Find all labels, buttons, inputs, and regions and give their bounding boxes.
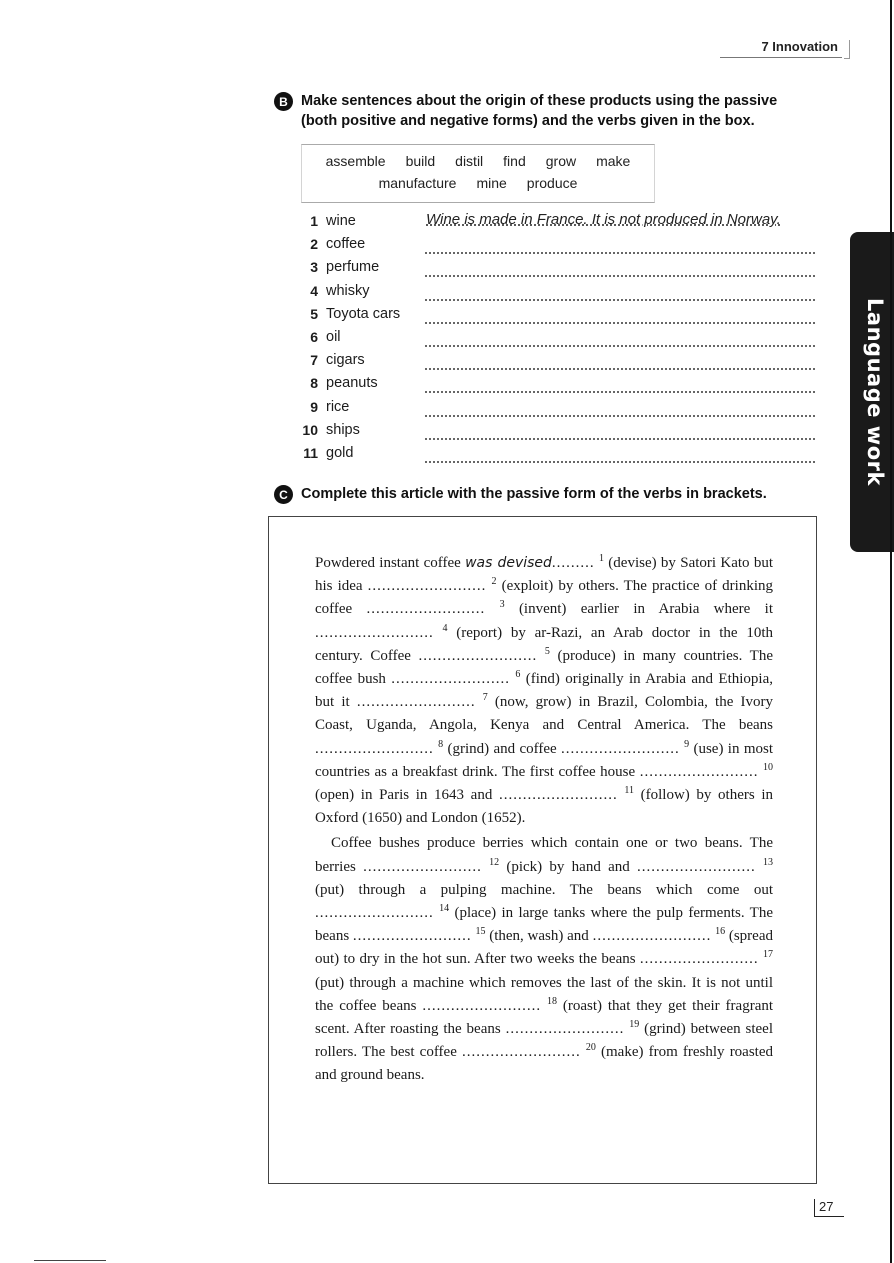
answer-line — [425, 252, 815, 254]
article-text: (then, wash) and — [485, 928, 593, 945]
article-text: (roast) that they get their fragrant scent. After roasting the beans — [315, 997, 774, 1038]
gap-number: 11 — [624, 785, 634, 797]
gap-number: 17 — [763, 949, 774, 961]
page-spine-edge — [890, 0, 892, 1263]
product-name: wine — [326, 213, 356, 229]
header-rule — [720, 57, 842, 58]
product-name: whisky — [326, 282, 370, 299]
section-side-tab — [850, 232, 894, 552]
word-box-row-2 — [302, 175, 654, 191]
exercise-b-badge: B — [274, 92, 293, 111]
answer-line — [425, 415, 815, 417]
blank-gap: ......................... — [498, 787, 618, 804]
blank-gap: ......................... — [592, 928, 712, 945]
blank-gap: ......................... — [391, 671, 511, 688]
article-text: (pick) by hand and — [499, 858, 638, 875]
item-number: 3 — [310, 259, 318, 276]
blank-gap: ......................... — [561, 740, 680, 757]
answer-line — [425, 299, 815, 301]
blank-gap: ......................... — [418, 647, 538, 664]
verb-option: find — [503, 153, 526, 169]
article-text: (grind) and coffee — [443, 740, 562, 757]
item-number: 5 — [310, 305, 318, 322]
item-number: 7 — [310, 352, 318, 369]
article-paragraph — [315, 832, 773, 1087]
gap-number: 4 — [442, 622, 448, 634]
item-number: 2 — [310, 236, 318, 253]
article-text: (report) by ar-Razi, an Arab doctor in the 10th century. Coffee — [315, 624, 774, 664]
article-text: Coffee bushes produce berries which contain one or two beans. The berries — [315, 835, 773, 875]
coffee-article — [315, 552, 773, 1088]
exercise-b-instruction: Make sentences about the origin of these products using the passive (both positive and negative forms) and the verbs given in the box. — [301, 93, 778, 129]
blank-gap: ......................... — [356, 694, 476, 711]
gap-number: 6 — [515, 669, 521, 681]
gap-dots: ......... — [551, 555, 595, 571]
answer-line — [425, 391, 815, 393]
word-box-row-1 — [302, 153, 654, 169]
gap-number: 19 — [629, 1019, 640, 1031]
article-text: (devise) by Satori Kato but his idea — [315, 555, 773, 595]
blank-gap: ......................... — [366, 601, 486, 618]
product-name: ships — [326, 421, 360, 438]
item-number: 10 — [302, 421, 318, 438]
gap-number: 10 — [763, 761, 774, 773]
gap-number: 3 — [499, 599, 505, 611]
article-text: (put) through a machine which removes the last of the skin. It is not until the coffee beans — [315, 974, 773, 1014]
list-item — [300, 445, 820, 468]
answer-line — [425, 461, 815, 463]
product-name: peanuts — [326, 375, 378, 392]
footer-rule — [34, 1260, 106, 1261]
blank-gap: ......................... — [505, 1021, 625, 1038]
gap-number: 18 — [546, 995, 557, 1007]
article-text: (find) originally in Arabia and Ethiopia, but it — [315, 671, 774, 711]
blank-gap: ......................... — [315, 740, 434, 757]
handwritten-answer: Wine is made in France. It is not produced in Norway. — [426, 211, 781, 228]
gap-number: 20 — [585, 1042, 596, 1054]
running-header — [720, 36, 850, 60]
blank-gap: ......................... — [363, 858, 482, 875]
list-item — [300, 352, 820, 375]
gap-number: 14 — [439, 903, 450, 915]
item-number: 4 — [310, 282, 318, 299]
product-name: coffee — [326, 236, 366, 253]
blank-gap: ......................... — [367, 578, 487, 595]
list-item — [300, 259, 820, 282]
list-item — [300, 283, 820, 306]
gap-number: 2 — [491, 576, 497, 588]
article-text: (now, grow) in Brazil, Colombia, the Ivory Coast, Uganda, Angola, Kenya and Central America. The beans — [315, 694, 773, 734]
item-number: 11 — [303, 445, 318, 461]
header-bracket — [844, 40, 850, 59]
article-text: (invent) earlier in Arabia where it — [504, 601, 773, 618]
verb-option: grow — [545, 153, 577, 169]
item-number: 1 — [310, 213, 318, 229]
answer-line — [425, 275, 815, 277]
product-name: cigars — [326, 352, 365, 369]
gap-number: 12 — [489, 856, 500, 868]
gap-number: 16 — [715, 926, 726, 938]
blank-gap — [465, 555, 595, 571]
blank-gap: ......................... — [637, 858, 756, 875]
verb-option: manufacture — [378, 175, 457, 191]
article-text: (follow) by others in Oxford (1650) and London (1652). — [315, 787, 774, 827]
product-name: gold — [326, 445, 354, 461]
blank-gap: ......................... — [422, 997, 542, 1014]
answer-line — [425, 438, 815, 440]
gap-number: 1 — [598, 553, 604, 564]
article-text: (put) through a pulping machine. The beans which come out — [315, 881, 773, 898]
list-item — [300, 422, 820, 445]
side-tab-label: Language work — [863, 298, 887, 486]
blank-gap: ......................... — [352, 928, 472, 945]
answer-line — [425, 368, 815, 370]
page-number: 27 — [814, 1199, 844, 1217]
verb-option: distil — [455, 153, 484, 169]
article-text: (spread out) to dry in the hot sun. After two weeks the beans — [315, 928, 773, 968]
blank-gap: ......................... — [462, 1044, 581, 1061]
gap-number: 5 — [544, 645, 550, 657]
item-number: 6 — [310, 329, 318, 345]
handwritten-answer: was devised — [465, 555, 552, 571]
blank-gap: ......................... — [639, 951, 759, 968]
exercise-c-badge: C — [274, 485, 293, 504]
list-item — [300, 236, 820, 259]
list-item — [300, 399, 820, 422]
verb-option: assemble — [325, 153, 386, 169]
list-item — [300, 375, 820, 398]
item-number: 8 — [310, 375, 318, 392]
list-item — [300, 213, 820, 236]
chapter-title: 7 Innovation — [761, 39, 838, 54]
article-text: (grind) between steel rollers. The best coffee — [315, 1021, 774, 1061]
article-text: (exploit) by others. The practice of drinking coffee — [315, 578, 773, 618]
item-number: 9 — [310, 398, 318, 415]
article-paragraph — [315, 552, 773, 830]
list-item — [300, 306, 820, 329]
article-text: (open) in Paris in 1643 and — [315, 787, 499, 804]
gap-number: 7 — [482, 692, 488, 704]
product-name: Toyota cars — [326, 305, 401, 322]
verb-option: make — [596, 153, 631, 169]
blank-gap: ......................... — [315, 624, 434, 641]
verb-option: mine — [476, 175, 507, 191]
article-text: (place) in large tanks where the pulp ferments. The beans — [315, 905, 773, 945]
exercise-c-instruction: Complete this article with the passive form of the verbs in brackets. — [301, 486, 767, 502]
gap-number: 9 — [684, 738, 690, 750]
answer-line — [425, 322, 815, 324]
product-name: oil — [326, 329, 341, 345]
gap-number: 8 — [438, 738, 444, 750]
verb-word-box — [301, 144, 655, 203]
article-text: (produce) in many countries. The coffee bush — [315, 647, 773, 688]
article-text: (use) in most countries as a breakfast drink. The first coffee house — [315, 740, 774, 780]
article-text: (make) from freshly roasted and ground beans. — [315, 1044, 774, 1084]
answer-line — [425, 345, 815, 347]
gap-number: 13 — [763, 856, 774, 868]
blank-gap: ......................... — [315, 905, 434, 922]
product-name: rice — [326, 398, 350, 415]
blank-gap: ......................... — [639, 763, 759, 780]
verb-option: build — [405, 153, 436, 169]
article-text: Powdered instant coffee — [315, 555, 466, 571]
verb-option: produce — [526, 175, 578, 191]
gap-number: 15 — [475, 926, 486, 938]
product-name: perfume — [326, 259, 380, 276]
list-item — [300, 329, 820, 352]
